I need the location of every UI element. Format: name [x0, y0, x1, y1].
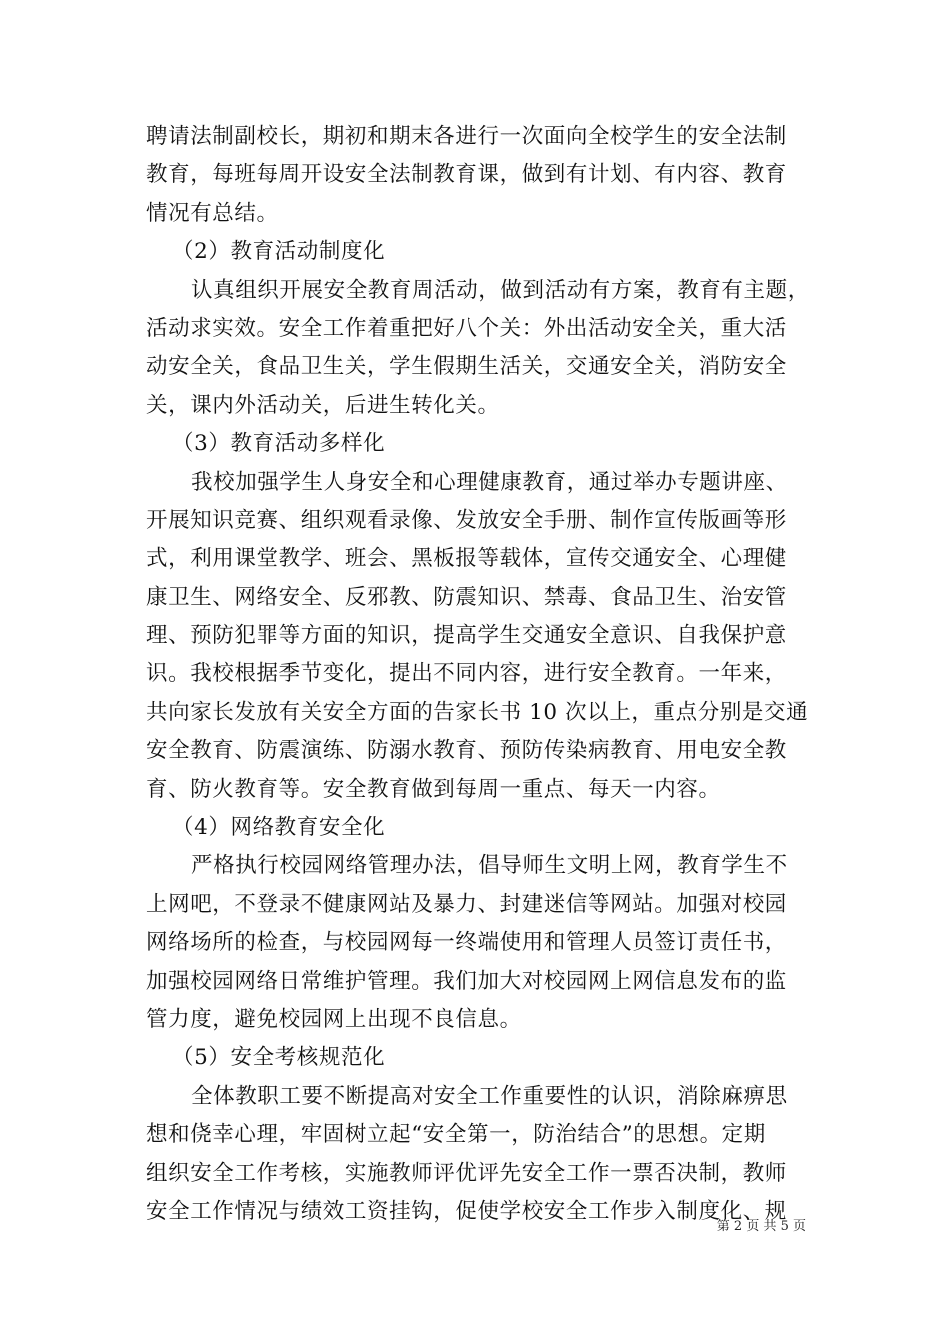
text-line: 式，利用课堂教学、班会、黑板报等载体，宣传交通安全、心理健: [146, 546, 787, 572]
text-line: 开展知识竞赛、组织观看录像、发放安全手册、制作宣传版画等形: [146, 507, 787, 533]
text-line: 严格执行校园网络管理办法，倡导师生文明上网，教育学生不: [191, 853, 788, 879]
body-text: [146, 118, 830, 1231]
section-heading: （4）网络教育安全化: [172, 815, 386, 841]
text-line: 全体教职工要不断提高对安全工作重要性的认识，消除麻痹思: [191, 1083, 788, 1109]
section-heading: （3）教育活动多样化: [172, 431, 386, 457]
text-line: 理、预防犯罪等方面的知识，提高学生交通安全意识、自我保护意: [146, 623, 787, 649]
text-line: 上网吧，不登录不健康网站及暴力、封建迷信等网站。加强对校园: [146, 891, 787, 917]
text-line: 育、防火教育等。安全教育做到每周一重点、每天一内容。: [146, 776, 721, 802]
text-line: 网络场所的检查，与校园网每一终端使用和管理人员签订责任书，: [146, 930, 787, 956]
text-line: 康卫生、网络安全、反邪教、防震知识、禁毒、食品卫生、治安管: [146, 584, 787, 610]
text-line: 我校加强学生人身安全和心理健康教育，通过举办专题讲座、: [191, 469, 788, 495]
text-line: 安全工作情况与绩效工资挂钩，促使学校安全工作步入制度化、规: [146, 1198, 787, 1224]
text-line: 情况有总结。: [146, 200, 279, 226]
text-line: 认真组织开展安全教育周活动，做到活动有方案，教育有主题，: [191, 277, 810, 303]
section-heading: （2）教育活动制度化: [172, 239, 386, 265]
text-line: 教育，每班每周开设安全法制教育课，做到有计划、有内容、教育: [146, 162, 787, 188]
text-line: 关，课内外活动关，后进生转化关。: [146, 392, 500, 418]
text-line: 想和侥幸心理，牢固树立起“安全第一，防治结合”的思想。定期: [146, 1122, 766, 1148]
text-line: 动安全关，食品卫生关，学生假期生活关，交通安全关，消防安全: [146, 354, 787, 380]
text-line: 共向家长发放有关安全方面的告家长书 10 次以上，重点分别是交通: [146, 699, 809, 725]
section-heading: （5）安全考核规范化: [172, 1045, 386, 1071]
text-line: 组织安全工作考核，实施教师评优评先安全工作一票否决制，教师: [146, 1160, 787, 1186]
page-number: 第 2 页 共 5 页: [716, 1219, 806, 1234]
text-line: 活动求实效。安全工作着重把好八个关：外出活动安全关，重大活: [146, 315, 787, 341]
text-line: 聘请法制副校长，期初和期末各进行一次面向全校学生的安全法制: [146, 124, 787, 149]
text-line: 安全教育、防震演练、防溺水教育、预防传染病教育、用电安全教: [146, 738, 787, 764]
text-line: 管力度，避免校园网上出现不良信息。: [146, 1006, 522, 1032]
text-line: 识。我校根据季节变化，提出不同内容，进行安全教育。一年来，: [146, 661, 787, 687]
text-line: 加强校园网络日常维护管理。我们加大对校园网上网信息发布的监: [146, 968, 787, 994]
